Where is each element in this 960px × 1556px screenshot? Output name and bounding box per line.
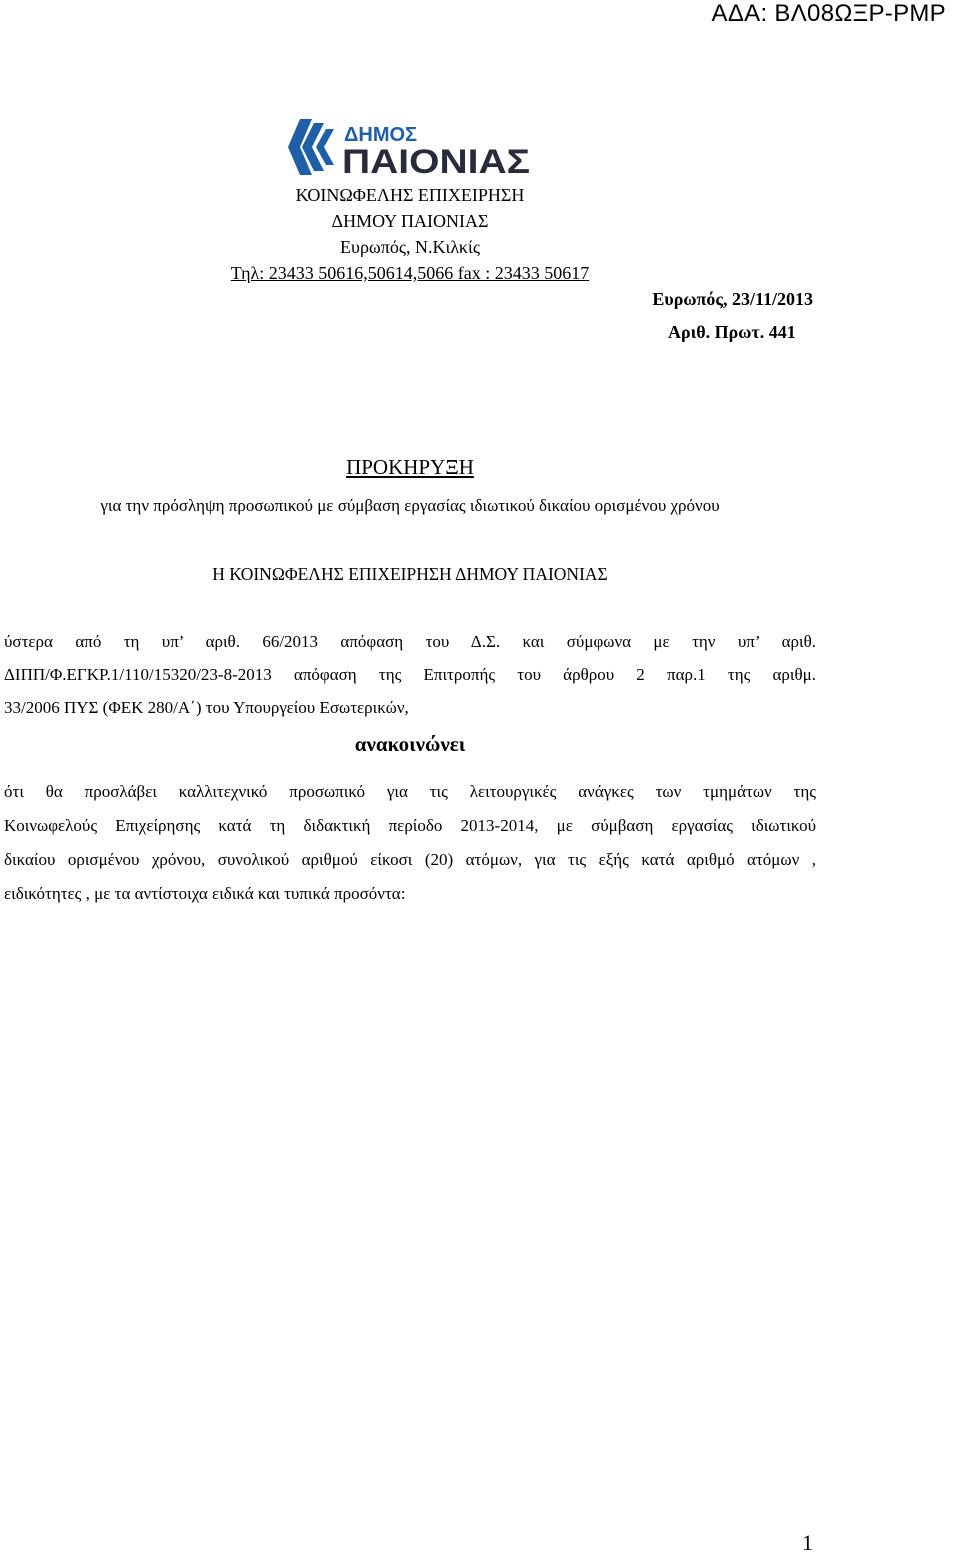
organization-name-line2: ΔΗΜΟΥ ΠΑΙΟΝΙΑΣ xyxy=(331,211,489,231)
preamble-paragraph xyxy=(4,625,816,724)
organization-location: Ευρωπός, Ν.Κιλκίς xyxy=(340,237,480,257)
document-title: ΠΡΟΚΗΡΥΞΗ xyxy=(346,455,474,479)
announces-heading: ανακοινώνει xyxy=(354,732,466,756)
announcement-line-2: Κοινωφελούς Επιχείρησης κατά τη διδακτική περίοδο 2013-2014, με σύμβαση εργασίας ιδιωτικού xyxy=(4,816,816,835)
organization-name-line1: ΚΟΙΝΩΦΕΛΗΣ ΕΠΙΧΕΙΡΗΣΗ xyxy=(295,185,525,205)
organization-contact xyxy=(200,260,620,286)
announcement-line-1: ότι θα προσλάβει καλλιτεχνικό προσωπικό για τις λειτουργικές ανάγκες των τμημάτων της xyxy=(4,782,816,801)
logo-text-line1: ΔΗΜΟΣ xyxy=(344,124,418,146)
announcement-line-4: ειδικότητες , με τα αντίστοιχα ειδικά και τυπικά προσόντα: xyxy=(4,884,406,903)
ada-code: ΑΔΑ: ΒΛ08ΩΞΡ-ΡΜΡ xyxy=(711,0,946,27)
dimos-paionias-logo-icon xyxy=(286,117,536,177)
logo-text-line2: ΠΑΙΟΝΙΑΣ xyxy=(342,143,530,177)
announcement-line-3: δικαίου ορισμένου χρόνου, συνολικού αριθμού είκοσι (20) ατόμων, για τις εξής κατά αριθμό ατόμων , xyxy=(4,850,816,869)
page-number: 1 xyxy=(802,1530,813,1555)
organization-contact-text: Τηλ: 23433 50616,50614,5066 fax : 23433 50617 xyxy=(230,263,590,283)
issuer-heading: Η ΚΟΙΝΩΦΕΛΗΣ ΕΠΙΧΕΙΡΗΣΗ ΔΗΜΟΥ ΠΑΙΟΝΙΑΣ xyxy=(212,564,608,584)
preamble-line-2: ΔΙΠΠ/Φ.ΕΓΚΡ.1/110/15320/23-8-2013 απόφαση της Επιτροπής του άρθρου 2 παρ.1 της αριθμ. xyxy=(4,665,816,684)
preamble-line-1: ύστερα από τη υπ’ αριθ. 66/2013 απόφαση του Δ.Σ. και σύμφωνα με την υπ’ αριθ. xyxy=(4,632,816,651)
protocol-number: Αριθ. Πρωτ. 441 xyxy=(668,322,796,342)
preamble-line-3: 33/2006 ΠΥΣ (ΦΕΚ 280/Α΄) του Υπουργείου Εσωτερικών, xyxy=(4,698,409,717)
announcement-paragraph xyxy=(4,775,816,911)
document-subtitle: για την πρόσληψη προσωπικού με σύμβαση εργασίας ιδιωτικού δικαίου ορισμένου χρόνου xyxy=(100,496,720,515)
document-date: Ευρωπός, 23/11/2013 xyxy=(652,289,813,309)
municipality-logo xyxy=(286,117,536,177)
